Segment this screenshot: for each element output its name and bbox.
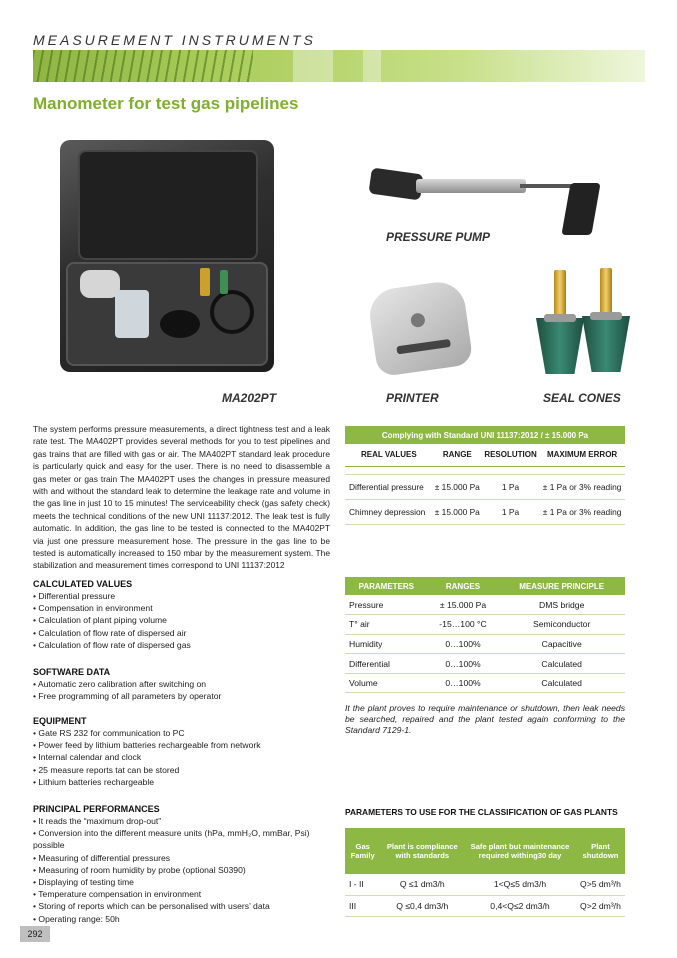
seal-cone-image (582, 268, 630, 372)
table-row (345, 673, 625, 693)
list-item: • Storing of reports which can be personalised with users’ data (33, 900, 333, 912)
table-row (345, 474, 625, 499)
table-cell: Differential (345, 654, 428, 674)
intro-paragraph: The system performs pressure measurements, a direct tightness test and a leak rate test. The MA402PT provides several methods for you to test pipelines and gas trains that are filled with gas or air. The MA402PT standard leak procedure is particularly quick and easy for the user. There is no need to disassemble a gas meter or gas train The MA402PT uses the changes in pressure measured with and without the standard leak to determine the leakage rate and volume in the gas line in just 10 to 15 minutes! The serviceability check (gas safety check) meets the technical conditions of the new UNI 11137:2012. The leak test is fully automatic. In addition, the gas line to be tested is connected to the MA402PT via just one pressure measurement hose. The pressure in the gas line to be tested is automatically increased to 150 mbar by the measurement system. The stabilization and measurement times correspond to UNI 11137:2012 (33, 424, 330, 571)
list-item: • Differential pressure (33, 590, 333, 602)
parameters-table (345, 577, 625, 693)
table-header: Plant is compliance with standards (380, 828, 464, 874)
list-item: • Temperature compensation in environment (33, 888, 333, 900)
table-header: MEASURE PRINCIPLE (498, 577, 625, 595)
table-cell: Pressure (345, 595, 428, 615)
case-bulb (160, 310, 200, 338)
case-lid (78, 150, 258, 260)
printer-caption: PRINTER (386, 391, 439, 405)
table-cell: Q>5 dm³/h (576, 874, 625, 895)
table-cell: ± 15.000 Pa (428, 595, 499, 615)
list-item: • Measuring of differential pressures (33, 852, 333, 864)
table-cell: 1 Pa (482, 499, 539, 524)
page-number: 292 (20, 926, 50, 942)
table-cell: 1 Pa (482, 474, 539, 499)
pump-caption: PRESSURE PUMP (386, 230, 491, 244)
table-header: MAXIMUM ERROR (539, 444, 625, 466)
table-row (345, 895, 625, 916)
table-header: RANGE (433, 444, 482, 466)
banner-stripe (363, 50, 381, 82)
table-row (345, 654, 625, 674)
table-row (345, 499, 625, 524)
table-cell: 0…100% (428, 673, 499, 693)
software-data-block (33, 667, 333, 702)
table-cell: 1<Q≤5 dm3/h (464, 874, 576, 895)
table-cell: -15…100 °C (428, 615, 499, 635)
pump-barrel (416, 179, 526, 193)
table-cell: Calculated (498, 673, 625, 693)
principal-performances-block (33, 804, 333, 925)
printer-button (410, 312, 426, 328)
table-cell: ± 1 Pa or 3% reading (539, 499, 625, 524)
seal-cone-image (536, 270, 584, 374)
table-header: Safe plant but maintenance required withing30 day (464, 828, 576, 874)
cone-wing-nut (544, 314, 576, 322)
table-cell: ± 1 Pa or 3% reading (539, 474, 625, 499)
list-item: • Compensation in environment (33, 602, 333, 614)
table-row (345, 615, 625, 635)
banner-stripe (293, 50, 333, 82)
list-item: • Automatic zero calibration after switching on (33, 678, 333, 690)
table-cell: Q ≤1 dm3/h (380, 874, 464, 895)
table-cell: Semiconductor (498, 615, 625, 635)
list-item: • Measuring of room humidity by probe (optional S0390) (33, 864, 333, 876)
list-item: • Free programming of all parameters by operator (33, 690, 333, 702)
table-header: PARAMETERS (345, 577, 428, 595)
case-printer (80, 270, 120, 298)
table-spacer (345, 466, 625, 474)
cone-wing-nut (590, 312, 622, 320)
list-item: • Internal calendar and clock (33, 751, 333, 763)
table-row (345, 595, 625, 615)
table-banner: Complying with Standard UNI 11137:2012 / ± 15.000 Pa (345, 426, 625, 444)
table-cell: Differential pressure (345, 474, 433, 499)
list-item: • Calculation of plant piping volume (33, 614, 333, 626)
section-header: MEASUREMENT INSTRUMENTS (33, 32, 316, 48)
list-item: • It reads the “maximum drop-out” (33, 815, 333, 827)
pump-handle (561, 183, 600, 235)
list-item: • Conversion into the different measure units (hPa, mmH₂O, mmBar, Psi) possible (33, 827, 333, 851)
table-cell: T° air (345, 615, 428, 635)
table-cell: ± 15.000 Pa (433, 474, 482, 499)
grass-graphic (33, 50, 253, 82)
printer-slot (396, 339, 451, 354)
list-item: • Calculation of flow rate of dispersed air (33, 627, 333, 639)
table-cell: 0,4<Q≤2 dm3/h (464, 895, 576, 916)
kit-case-image (60, 140, 274, 372)
case-hose (210, 290, 254, 334)
case-fitting (220, 270, 228, 294)
maintenance-note: It the plant proves to require maintenance or shutdown, then leak needs be searched, repaired and the plant tested again conforming to the Standard 7129-1. (345, 703, 625, 736)
calculated-values-block (33, 579, 333, 651)
table-cell: 0…100% (428, 654, 499, 674)
cones-caption: SEAL CONES (543, 391, 621, 405)
gas-plants-table-title: PARAMETERS TO USE FOR THE CLASSIFICATION OF GAS PLANTS (345, 807, 618, 817)
table-cell: 0…100% (428, 634, 499, 654)
cone-body (582, 316, 630, 372)
table-row (345, 874, 625, 895)
list-item: • Gate RS 232 for communication to PC (33, 727, 333, 739)
calculated-values-title: CALCULATED VALUES (33, 579, 133, 589)
software-data-title: SOFTWARE DATA (33, 667, 111, 677)
gas-plants-table (345, 828, 625, 917)
pump-rod (520, 184, 576, 188)
list-item: • Power feed by lithium batteries rechargeable from network (33, 739, 333, 751)
table-row (345, 634, 625, 654)
table-header: RESOLUTION (482, 444, 539, 466)
table-cell: ± 15.000 Pa (433, 499, 482, 524)
table-cell: Chimney depression (345, 499, 433, 524)
equipment-block (33, 716, 333, 788)
list-item: • 25 measure reports tat can be stored (33, 764, 333, 776)
list-item: • Lithium batteries rechargeable (33, 776, 333, 788)
list-item: • Calculation of flow rate of dispersed gas (33, 639, 333, 651)
list-item: • Operating range: 50h (33, 913, 333, 925)
kit-caption: MA202PT (222, 391, 277, 405)
table-cell: DMS bridge (498, 595, 625, 615)
list-item: • Displaying of testing time (33, 876, 333, 888)
principal-performances-title: PRINCIPAL PERFORMANCES (33, 804, 160, 814)
table-header: Plant shutdown (576, 828, 625, 874)
header-banner (33, 50, 645, 82)
page-title: Manometer for test gas pipelines (33, 94, 299, 113)
table-cell: Q>2 dm³/h (576, 895, 625, 916)
equipment-title: EQUIPMENT (33, 716, 87, 726)
table-cell: Calculated (498, 654, 625, 674)
cone-body (536, 318, 584, 374)
table-header: REAL VALUES (345, 444, 433, 466)
table-header: Gas Family (345, 828, 380, 874)
table-cell: Q ≤0,4 dm3/h (380, 895, 464, 916)
table-cell: I - II (345, 874, 380, 895)
table-cell: Capacitive (498, 634, 625, 654)
case-fitting (200, 268, 210, 296)
table-header: RANGES (428, 577, 499, 595)
table-cell: III (345, 895, 380, 916)
case-manometer (115, 290, 149, 338)
pressure-pump-image (370, 165, 600, 237)
table-cell: Humidity (345, 634, 428, 654)
standard-compliance-table (345, 426, 625, 525)
printer-image (366, 279, 473, 378)
table-cell: Volume (345, 673, 428, 693)
